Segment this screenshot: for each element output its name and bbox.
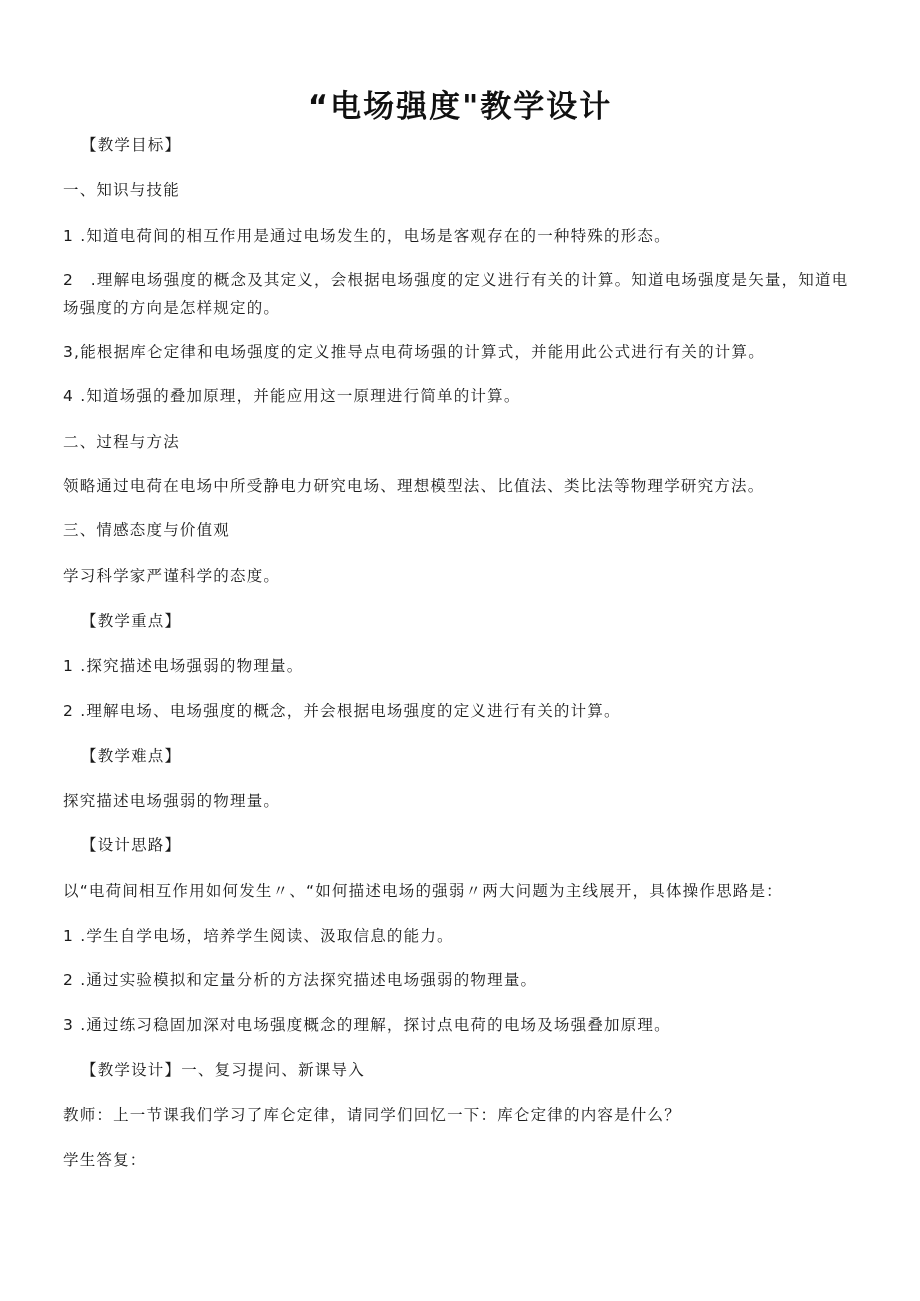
design-step-2: 2 .通过实验模拟和定量分析的方法探究描述电场强弱的物理量。 <box>63 971 538 989</box>
objective-item-2: 2 .理解电场强度的概念及其定义，会根据电场强度的定义进行有关的计算。知道电场强度是矢量，知道电场强度的方向是怎样规定的。 <box>63 271 849 317</box>
objective-item-1: 1 .知道电荷间的相互作用是通过电场发生的，电场是客观存在的一种特殊的形态。 <box>63 227 671 245</box>
design-approach-intro: 以“电荷间相互作用如何发生〃、“如何描述电场的强弱〃两大问题为主线展开，具体操作思路是： <box>63 882 783 900</box>
heading-teaching-objectives: 【教学目标】 <box>81 136 182 154</box>
heading-teaching-focus: 【教学重点】 <box>81 612 182 630</box>
section-process-methods: 二、过程与方法 <box>63 433 180 451</box>
section-knowledge-skills: 一、知识与技能 <box>63 181 180 199</box>
focus-item-2: 2 .理解电场、电场强度的概念，并会根据电场强度的定义进行有关的计算。 <box>63 702 621 720</box>
heading-teaching-design: 【教学设计】一、复习提问、新课导入 <box>81 1061 365 1079</box>
design-step-1: 1 .学生自学电场，培养学生阅读、汲取信息的能力。 <box>63 927 454 945</box>
objective-item-3: 3,能根据库仑定律和电场强度的定义推导点电荷场强的计算式，并能用此公式进行有关的计算。 <box>63 343 765 361</box>
focus-item-1: 1 .探究描述电场强弱的物理量。 <box>63 657 304 675</box>
heading-teaching-difficulty: 【教学难点】 <box>81 747 182 765</box>
teacher-question: 教师：上一节课我们学习了库仑定律，请同学们回忆一下：库仑定律的内容是什么？ <box>63 1106 681 1124</box>
design-step-3: 3 .通过练习稳固加深对电场强度概念的理解，探讨点电荷的电场及场强叠加原理。 <box>63 1016 671 1034</box>
process-methods-text: 领略通过电荷在电场中所受静电力研究电场、理想模型法、比值法、类比法等物理学研究方法。 <box>63 477 765 495</box>
section-attitude-values: 三、情感态度与价值观 <box>63 521 231 539</box>
heading-design-approach: 【设计思路】 <box>81 836 182 854</box>
student-answer: 学生答复： <box>63 1151 147 1169</box>
difficulty-text: 探究描述电场强弱的物理量。 <box>63 792 281 810</box>
objective-item-4: 4 .知道场强的叠加原理，并能应用这一原理进行简单的计算。 <box>63 387 521 405</box>
document-title: “电场强度"教学设计 <box>307 88 613 125</box>
attitude-values-text: 学习科学家严谨科学的态度。 <box>63 567 281 585</box>
